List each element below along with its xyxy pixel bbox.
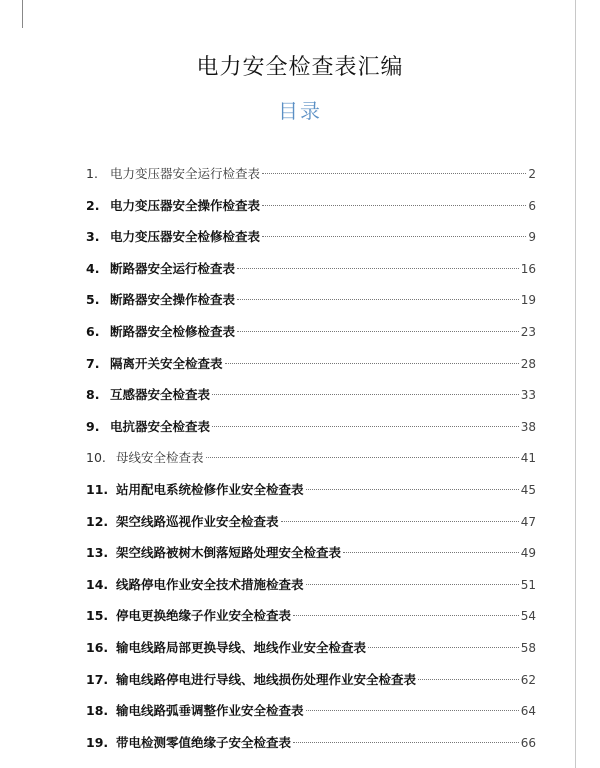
- toc-leader-dots: [237, 331, 519, 332]
- toc-entry[interactable]: [86, 632, 536, 664]
- toc-entry-number: 12.: [86, 513, 109, 529]
- toc-leader-dots: [281, 521, 519, 522]
- toc-entry[interactable]: [86, 253, 536, 285]
- toc-leader-dots: [343, 552, 519, 553]
- toc-entry-label: 隔离开关安全检查表: [110, 355, 223, 371]
- margin-mark-left: [22, 0, 23, 28]
- toc-entry[interactable]: [86, 348, 536, 380]
- toc-entry-label: 电力变压器安全检修检查表: [110, 229, 261, 245]
- toc-leader-dots: [293, 615, 519, 616]
- toc-entry[interactable]: [86, 727, 536, 759]
- toc-leader-dots: [418, 679, 519, 680]
- toc-leader-dots: [262, 173, 526, 174]
- toc-entry-number: 10.: [86, 450, 106, 466]
- toc-entry-page: 6: [528, 198, 536, 213]
- toc-entry-page: 66: [520, 735, 536, 750]
- document-title: 电力安全检查表汇编: [196, 55, 404, 80]
- toc-entry-page: 51: [520, 577, 536, 592]
- toc-leader-dots: [212, 394, 519, 395]
- toc-entry-page: 58: [520, 640, 536, 655]
- table-of-contents: [86, 158, 536, 758]
- toc-entry-number: 1.: [86, 166, 98, 181]
- toc-entry-label: 互感器安全检查表: [110, 387, 211, 403]
- toc-entry[interactable]: [86, 221, 536, 253]
- toc-entry[interactable]: [86, 316, 536, 348]
- toc-entry-label: 架空线路被树木倒落短路处理安全检查表: [116, 545, 342, 561]
- toc-entry-page: 23: [520, 324, 536, 339]
- toc-entry-label: 输电线路局部更换导线、地线作业安全检查表: [116, 639, 367, 655]
- toc-leader-dots: [306, 710, 519, 711]
- toc-entry-label: 停电更换绝缘子作业安全检查表: [116, 608, 292, 624]
- toc-entry-number: 3.: [86, 229, 100, 245]
- toc-heading: 目录: [278, 99, 322, 123]
- toc-leader-dots: [262, 205, 526, 206]
- toc-entry[interactable]: [86, 537, 536, 569]
- toc-entry-page: 45: [520, 482, 536, 497]
- toc-entry-number: 9.: [86, 418, 100, 434]
- toc-entry[interactable]: [86, 506, 536, 538]
- toc-entry-page: 16: [520, 261, 536, 276]
- toc-leader-dots: [225, 363, 519, 364]
- toc-entry-label: 电力变压器安全操作检查表: [110, 197, 261, 213]
- toc-leader-dots: [368, 647, 519, 648]
- toc-entry-page: 64: [520, 704, 536, 719]
- toc-entry[interactable]: [86, 284, 536, 316]
- toc-entry-label: 带电检测零值绝缘子安全检查表: [116, 734, 292, 750]
- toc-entry-label: 断路器安全运行检查表: [110, 260, 236, 276]
- toc-entry-number: 5.: [86, 292, 100, 308]
- toc-entry-page: 54: [520, 609, 536, 624]
- toc-entry-page: 62: [520, 672, 536, 687]
- toc-entry-page: 49: [520, 546, 536, 561]
- toc-entry-number: 6.: [86, 323, 100, 339]
- toc-entry[interactable]: [86, 190, 536, 222]
- toc-entry-label: 站用配电系统检修作业安全检查表: [116, 481, 304, 497]
- toc-entry-number: 2.: [86, 197, 100, 213]
- toc-entry-label: 电抗器安全检查表: [110, 418, 211, 434]
- toc-leader-dots: [306, 489, 519, 490]
- toc-entry-page: 47: [520, 514, 536, 529]
- toc-entry-number: 17.: [86, 671, 109, 687]
- toc-entry-label: 输电线路弧垂调整作业安全检查表: [116, 703, 304, 719]
- toc-leader-dots: [237, 299, 519, 300]
- toc-entry-label: 架空线路巡视作业安全检查表: [116, 513, 279, 529]
- toc-entry-number: 14.: [86, 576, 109, 592]
- toc-entry-page: 19: [520, 293, 536, 308]
- toc-entry-number: 16.: [86, 639, 109, 655]
- toc-entry-number: 4.: [86, 260, 100, 276]
- toc-entry-page: 41: [520, 451, 536, 466]
- toc-entry-number: 18.: [86, 703, 109, 719]
- toc-entry-number: 8.: [86, 387, 100, 403]
- toc-entry-label: 母线安全检查表: [116, 450, 204, 466]
- toc-entry-label: 断路器安全操作检查表: [110, 292, 236, 308]
- toc-entry[interactable]: [86, 411, 536, 443]
- toc-entry-label: 电力变压器安全运行检查表: [110, 166, 261, 181]
- toc-entry[interactable]: [86, 474, 536, 506]
- toc-entry[interactable]: [86, 664, 536, 696]
- toc-leader-dots: [262, 236, 526, 237]
- toc-entry-page: 33: [520, 388, 536, 403]
- toc-entry-page: 28: [520, 356, 536, 371]
- toc-entry[interactable]: [86, 569, 536, 601]
- toc-entry[interactable]: [86, 379, 536, 411]
- toc-entry-number: 7.: [86, 355, 100, 371]
- toc-entry[interactable]: [86, 442, 536, 474]
- toc-entry-number: 19.: [86, 734, 109, 750]
- toc-entry-page: 9: [528, 230, 536, 245]
- toc-entry-number: 11.: [86, 481, 109, 497]
- toc-entry-number: 15.: [86, 608, 109, 624]
- toc-entry[interactable]: [86, 695, 536, 727]
- toc-entry-page: 38: [520, 419, 536, 434]
- toc-entry[interactable]: [86, 600, 536, 632]
- toc-leader-dots: [206, 457, 519, 458]
- toc-leader-dots: [306, 584, 519, 585]
- toc-entry-label: 输电线路停电进行导线、地线损伤处理作业安全检查表: [116, 671, 417, 687]
- toc-leader-dots: [237, 268, 519, 269]
- toc-entry[interactable]: [86, 158, 536, 190]
- toc-entry-label: 断路器安全检修检查表: [110, 323, 236, 339]
- toc-leader-dots: [293, 742, 519, 743]
- toc-entry-label: 线路停电作业安全技术措施检查表: [116, 576, 304, 592]
- toc-entry-page: 2: [528, 167, 536, 181]
- toc-entry-number: 13.: [86, 545, 109, 561]
- toc-leader-dots: [212, 426, 519, 427]
